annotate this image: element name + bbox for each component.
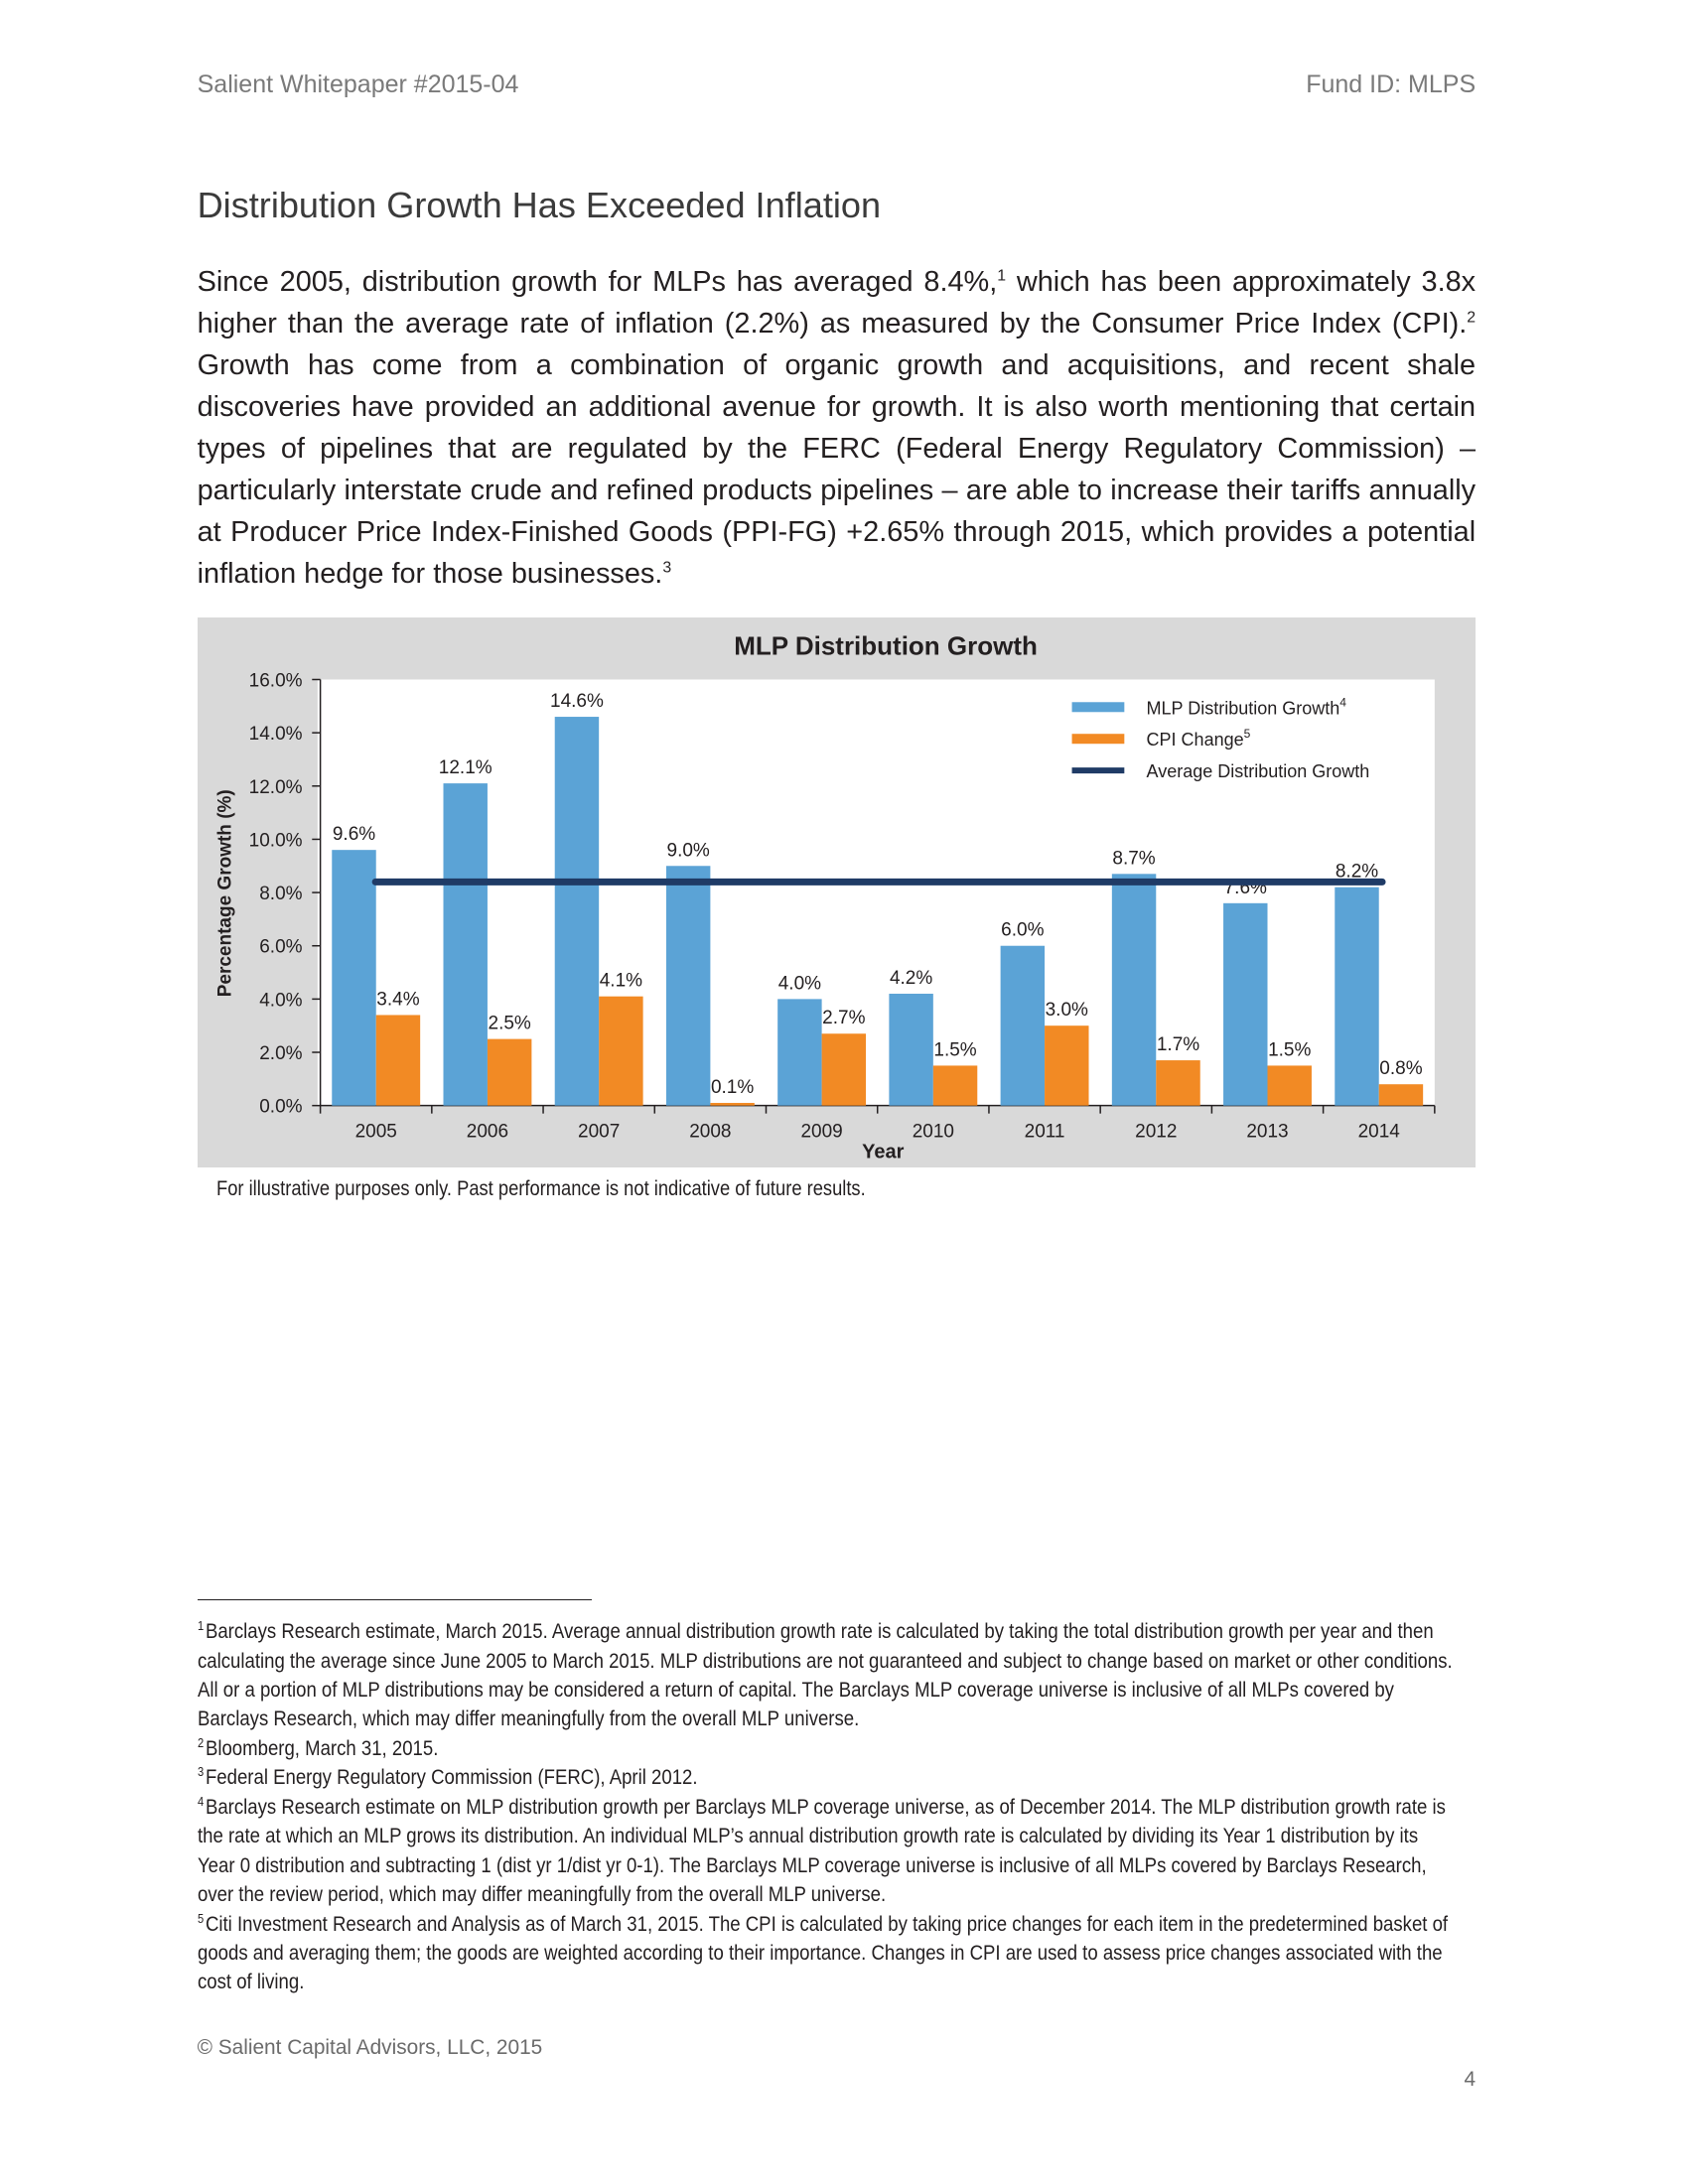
- cpi-bar-2011: [1045, 1025, 1088, 1105]
- y-tick-label: 0.0%: [258, 1096, 303, 1118]
- cpi-bar-2014: [1378, 1084, 1422, 1105]
- cpi-bar-2010: [932, 1066, 976, 1106]
- cpi-bar-2007: [599, 997, 642, 1106]
- x-tick-label: 2014: [1357, 1121, 1400, 1143]
- y-tick-label: 14.0%: [248, 724, 303, 746]
- x-tick-label: 2008: [688, 1121, 732, 1143]
- cpi-bar-2013: [1267, 1066, 1311, 1106]
- mlp-label-2006: 12.1%: [438, 757, 492, 779]
- x-tick-label: 2009: [800, 1121, 843, 1143]
- copyright: © Salient Capital Advisors, LLC, 2015: [197, 2036, 543, 2060]
- header-fund-id: Fund ID: MLPS: [1306, 69, 1477, 98]
- mlp-bar-2011: [1000, 946, 1044, 1106]
- legend-label-sup: 5: [1243, 727, 1250, 742]
- y-tick-label: 16.0%: [248, 670, 303, 692]
- mlp-label-2013: 7.6%: [1223, 878, 1267, 899]
- cpi-label-2013: 1.5%: [1267, 1039, 1311, 1061]
- y-tick-label: 2.0%: [258, 1043, 303, 1065]
- cpi-label-2010: 1.5%: [933, 1039, 977, 1061]
- x-tick-label: 2013: [1245, 1121, 1289, 1143]
- mlp-label-2009: 4.0%: [777, 973, 821, 995]
- mlp-label-2012: 8.7%: [1112, 848, 1156, 870]
- legend-label-text: MLP Distribution Growth: [1146, 698, 1339, 719]
- cpi-bar-2012: [1156, 1060, 1199, 1106]
- body-text-3: Growth has come from a combination of organic growth and acquisitions, and recent shale discoveries have provided an additional avenue for growth. It is also worth mentioning that certain types of pipelines that are regulated by the FERC (Federal Energy Regulatory Commission) – particularly interstate crude and refined products pipelines – are able to increase their tariffs annually at Producer Price Index-Finished Goods (PPI-FG) +2.65% through 2015, which provides a potential inflation hedge for those businesses.: [197, 348, 1477, 591]
- cpi-bar-2006: [488, 1039, 531, 1106]
- mlp-label-2011: 6.0%: [1000, 919, 1045, 941]
- y-tick-label: 10.0%: [248, 830, 303, 852]
- footnote-4: [198, 1793, 1460, 1910]
- x-tick-label: 2006: [466, 1121, 508, 1143]
- footnote-text: Federal Energy Regulatory Commission (FERC), April 2012.: [205, 1766, 698, 1790]
- mlp-label-2007: 14.6%: [549, 691, 604, 713]
- mlp-label-2010: 4.2%: [889, 968, 932, 990]
- cpi-label-2009: 2.7%: [821, 1008, 866, 1029]
- mlp-label-2014: 8.2%: [1335, 861, 1378, 883]
- mlp-distribution-growth-chart: [198, 617, 1477, 1167]
- footnote-text: Barclays Research estimate on MLP distribution growth per Barclays MLP coverage universe, as of December 2014. The MLP distribution growth rate is the rate at which an MLP grows its distribution. An individual MLP’s annual distribution growth rate is calculated by dividing its Year 1 distribution by its Year 0 distribution and subtracting 1 (dist yr 1/dist yr 0-1). The Barclays MLP coverage universe is inclusive of all MLPs covered by Barclays Research, over the review period, which may differ meaningfully from the overall MLP universe.: [197, 1795, 1446, 1907]
- footnote-divider: [198, 1599, 592, 1600]
- footnote-number: 4: [197, 1794, 204, 1809]
- x-axis-label: Year: [861, 1141, 905, 1163]
- x-tick-label: 2005: [354, 1121, 397, 1143]
- mlp-bar-2006: [443, 783, 487, 1106]
- mlp-bar-2005: [332, 850, 375, 1106]
- y-axis-label: Percentage Growth (%): [213, 789, 235, 998]
- section-title: Distribution Growth Has Exceeded Inflation: [197, 185, 882, 226]
- cpi-label-2005: 3.4%: [375, 989, 420, 1011]
- x-tick-label: 2010: [912, 1121, 954, 1143]
- cpi-label-2008: 0.1%: [710, 1077, 754, 1099]
- footnote-text: Barclays Research estimate, March 2015. Average annual distribution growth rate is calculated by taking the total distribution growth per year and then calculating the average since June 2005 to March 2015. MLP distributions are not guaranteed and subject to change based on market or other conditions. All or a portion of MLP distributions may be considered a return of capital. The Barclays MLP coverage universe is inclusive of all MLPs covered by Barclays Research, which may differ meaningfully from the overall MLP universe.: [197, 1620, 1453, 1731]
- footnote-1: [198, 1617, 1460, 1734]
- mlp-bar-2008: [666, 866, 710, 1105]
- footnote-number: 1: [197, 1619, 204, 1634]
- y-tick-label: 6.0%: [258, 936, 303, 958]
- x-tick-label: 2012: [1134, 1121, 1178, 1143]
- legend-label-1: [1146, 727, 1250, 750]
- legend-label-sup: 4: [1338, 695, 1346, 710]
- footnote-5: [198, 1910, 1460, 1997]
- footnote-number: 5: [197, 1911, 204, 1926]
- legend-label-2: [1146, 761, 1369, 781]
- cpi-label-2007: 4.1%: [599, 970, 642, 992]
- footnote-2: [198, 1734, 1460, 1763]
- legend-label-text: Average Distribution Growth: [1146, 761, 1369, 782]
- cpi-bar-2008: [710, 1103, 754, 1106]
- mlp-label-2008: 9.0%: [666, 840, 710, 862]
- footnote-ref-3[interactable]: 3: [662, 559, 672, 577]
- footnote-number: 2: [197, 1735, 204, 1750]
- chart-title: MLP Distribution Growth: [733, 630, 1038, 661]
- legend-label-0: [1146, 695, 1346, 718]
- mlp-bar-2014: [1335, 887, 1378, 1106]
- cpi-bar-2009: [821, 1033, 865, 1105]
- footnote-text: Bloomberg, March 31, 2015.: [205, 1736, 438, 1760]
- y-tick-label: 8.0%: [258, 884, 303, 905]
- mlp-bar-2010: [889, 994, 932, 1106]
- mlp-label-2005: 9.6%: [332, 824, 375, 846]
- legend-label-text: CPI Change: [1146, 730, 1244, 751]
- footnote-ref-1[interactable]: 1: [997, 266, 1007, 284]
- footnote-3: [198, 1763, 1460, 1792]
- header-title: Salient Whitepaper #2015-04: [197, 69, 519, 98]
- legend-swatch-0: [1071, 702, 1124, 712]
- mlp-bar-2007: [554, 717, 598, 1106]
- footnote-number: 3: [197, 1765, 204, 1780]
- chart-panel: [198, 617, 1477, 1167]
- mlp-bar-2012: [1111, 875, 1155, 1106]
- page-number: 4: [1464, 2068, 1477, 2092]
- footnotes: [198, 1617, 1460, 1997]
- footnote-ref-2[interactable]: 2: [1467, 308, 1477, 326]
- legend-swatch-1: [1071, 734, 1124, 744]
- mlp-bar-2013: [1223, 903, 1267, 1106]
- cpi-label-2006: 2.5%: [488, 1013, 531, 1034]
- y-tick-label: 4.0%: [258, 990, 303, 1012]
- cpi-label-2011: 3.0%: [1045, 1000, 1088, 1022]
- mlp-bar-2009: [777, 1000, 821, 1106]
- x-tick-label: 2007: [577, 1121, 620, 1143]
- body-paragraph: [198, 261, 1477, 596]
- x-tick-label: 2011: [1024, 1121, 1065, 1143]
- body-text-1: Since 2005, distribution growth for MLPs has averaged 8.4%,: [197, 265, 998, 298]
- cpi-bar-2005: [375, 1016, 419, 1106]
- footnote-text: Citi Investment Research and Analysis as of March 31, 2015. The CPI is calculated by taking price changes for each item in the predetermined basket of goods and averaging them; the goods are weighted according to their importance. Changes in CPI are used to assess price changes associated with the cost of living.: [197, 1912, 1448, 1994]
- y-tick-label: 12.0%: [248, 777, 303, 799]
- chart-disclaimer: For illustrative purposes only. Past performance is not indicative of future results.: [216, 1177, 866, 1201]
- cpi-label-2014: 0.8%: [1378, 1058, 1423, 1080]
- body-text-2: which has been approximately 3.8x higher than the average rate of inflation (2.2%) as measured by the Consumer Price Index (CPI).: [197, 265, 1477, 340]
- cpi-label-2012: 1.7%: [1156, 1034, 1199, 1056]
